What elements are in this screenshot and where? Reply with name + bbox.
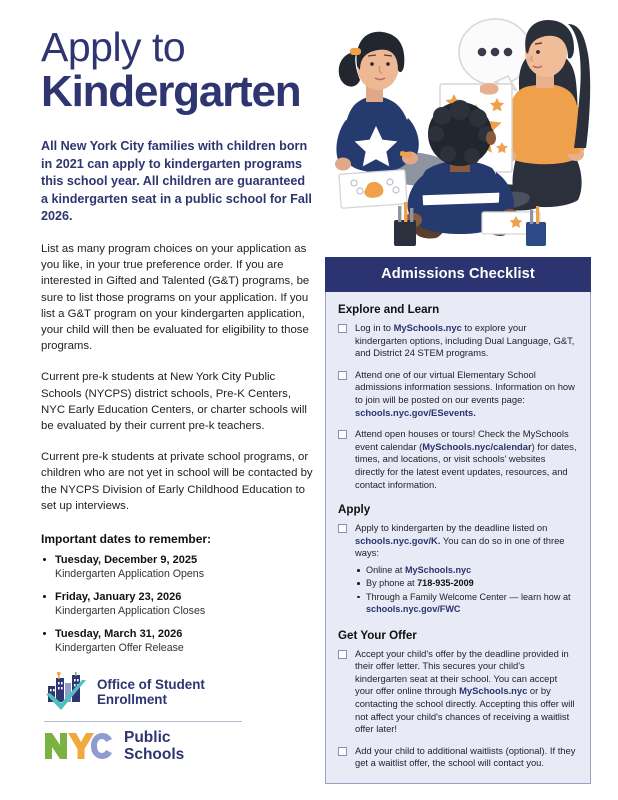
footer-logos — [44, 672, 274, 763]
list-item — [355, 564, 577, 576]
checklist-item[interactable] — [338, 648, 577, 736]
list-item — [41, 627, 323, 655]
body-paragraph-1: List as many program choices on your application as you like, in your true preference order. If you are interested in Gifted and Talented (G&T) programs, be sure to list those programs on your application. If you list a G&T program on your kindergarten application, your child will then be evaluated for eligibility to those programs. — [41, 242, 310, 353]
checklist-item[interactable] — [338, 322, 577, 360]
checkbox-icon[interactable] — [338, 747, 347, 756]
body-paragraph-2: Current pre-k students at New York City Public Schools (NYCPS) district schools, Pre-K Centers, NYC Early Education Centers, or charter schools will be evaluated by their current pre-k teachers. — [41, 371, 307, 432]
section-heading-offer: Get Your Offer — [338, 628, 417, 642]
checkbox-icon[interactable] — [338, 430, 347, 439]
text-segment: Attend open houses or tours! Check the MySchools event calendar ( — [355, 428, 569, 452]
text-segment: You can do so in one of three ways: — [355, 534, 565, 559]
checkbox-icon[interactable] — [338, 524, 347, 533]
date-value: Tuesday, December 9, 2025 — [55, 554, 198, 567]
list-item — [41, 553, 323, 581]
text-segment: to explore your kindergarten options, including Dual Language, G&T, and District 24 STEM programs. — [355, 322, 575, 359]
link-esevents[interactable]: schools.nyc.gov/ESevents. — [355, 406, 476, 418]
ose-label — [97, 677, 205, 707]
important-dates-heading: Important dates to remember: — [41, 532, 212, 547]
page-title-light: Apply to — [41, 24, 186, 70]
nyc-public-schools-logo — [44, 729, 274, 763]
left-content-column — [41, 24, 323, 664]
checklist-item-text — [355, 369, 577, 419]
list-item — [355, 577, 577, 589]
date-value: Friday, January 23, 2026 — [55, 591, 182, 604]
phone-number: 718-935-2009 — [417, 578, 474, 589]
classroom-illustration — [330, 8, 612, 256]
date-label: Kindergarten Offer Release — [55, 642, 184, 655]
checklist-item[interactable] — [338, 522, 577, 616]
text-segment: Accept your child's offer by the deadline provided in their offer letter. This secures your child's kindergarten seat at their school. You can accept your offer online through — [355, 647, 569, 697]
link-myschools[interactable]: MySchools.nyc — [393, 322, 462, 333]
link-myschools[interactable]: MySchools.nyc — [459, 685, 528, 697]
skyline-check-icon — [44, 672, 88, 712]
text-segment: By phone at — [366, 578, 418, 589]
flower-drawing — [339, 170, 407, 209]
text-segment: ) for dates, times, and locations, or visit schools' websites directly for the latest event updates, resources, and contact information. — [355, 440, 577, 490]
text-segment: or by contacting the school directly. Accepting this offer will not affect your child's chances of receiving a waitlist offer later! — [355, 685, 575, 735]
checklist-item[interactable] — [338, 745, 577, 770]
nyc-letters-icon — [44, 731, 116, 761]
admissions-checklist-panel — [325, 257, 591, 784]
link-myschools-calendar[interactable]: MySchools.nyc/calendar — [422, 440, 532, 452]
checklist-item-text — [355, 428, 577, 491]
checkbox-icon[interactable] — [338, 324, 347, 333]
body-paragraph-3: Current pre-k students at private school programs, or children who are not yet in school will be contacted by the NYCPS Division of Early Childhood Education to set up interviews. — [41, 451, 313, 512]
ose-line-2: Enrollment — [97, 692, 167, 707]
list-item — [41, 590, 323, 618]
link-myschools[interactable]: MySchools.nyc — [404, 564, 472, 575]
important-dates-list — [41, 553, 323, 655]
date-label: Kindergarten Application Closes — [55, 605, 206, 618]
section-heading-explore: Explore and Learn — [338, 303, 440, 316]
checklist-item-text: Add your child to additional waitlists (optional). If they get a waitlist offer, the school will contact you. — [355, 744, 576, 769]
nycps-line-1: Public — [124, 729, 171, 746]
checklist-item-text — [355, 322, 577, 360]
checkbox-icon[interactable] — [338, 650, 347, 659]
girl-figure — [335, 32, 452, 187]
checkbox-icon[interactable] — [338, 371, 347, 380]
text-segment: Attend one of our virtual Elementary School admissions information sessions. Information on how to join will be posted on our events page: — [355, 368, 575, 405]
pencil-cup-left — [394, 202, 416, 246]
checklist-title: Admissions Checklist — [325, 257, 591, 292]
text-segment: Log in to — [355, 322, 394, 333]
nycps-label — [124, 729, 184, 763]
text-segment: Apply to kindergarten by the deadline listed on — [355, 522, 548, 534]
page-title-bold: Kindergarten — [41, 67, 301, 116]
checklist-body — [325, 292, 591, 784]
checklist-item[interactable] — [338, 369, 577, 419]
checklist-item-text — [355, 522, 577, 616]
office-of-student-enrollment-logo — [44, 672, 274, 712]
link-schools-k[interactable]: schools.nyc.gov/K. — [355, 534, 441, 546]
list-item — [355, 591, 577, 616]
date-label: Kindergarten Application Opens — [55, 568, 205, 581]
text-segment: Online at — [366, 564, 405, 575]
section-heading-apply: Apply — [338, 503, 371, 517]
apply-methods-list — [355, 564, 577, 616]
checklist-item[interactable] — [338, 428, 577, 491]
checklist-item-text — [355, 648, 577, 736]
lede-paragraph: All New York City families with children born in 2021 can apply to kindergarten programs this school year. All children are guaranteed a kindergarten seat in a public school for Fall 2026. — [41, 139, 312, 224]
date-value: Tuesday, March 31, 2026 — [55, 628, 183, 641]
logo-divider — [44, 721, 242, 722]
link-fwc[interactable]: schools.nyc.gov/FWC — [366, 604, 461, 615]
nycps-line-2: Schools — [124, 746, 185, 763]
text-segment: Through a Family Welcome Center — learn how at — [366, 591, 571, 602]
ose-line-1: Office of Student — [97, 677, 205, 692]
